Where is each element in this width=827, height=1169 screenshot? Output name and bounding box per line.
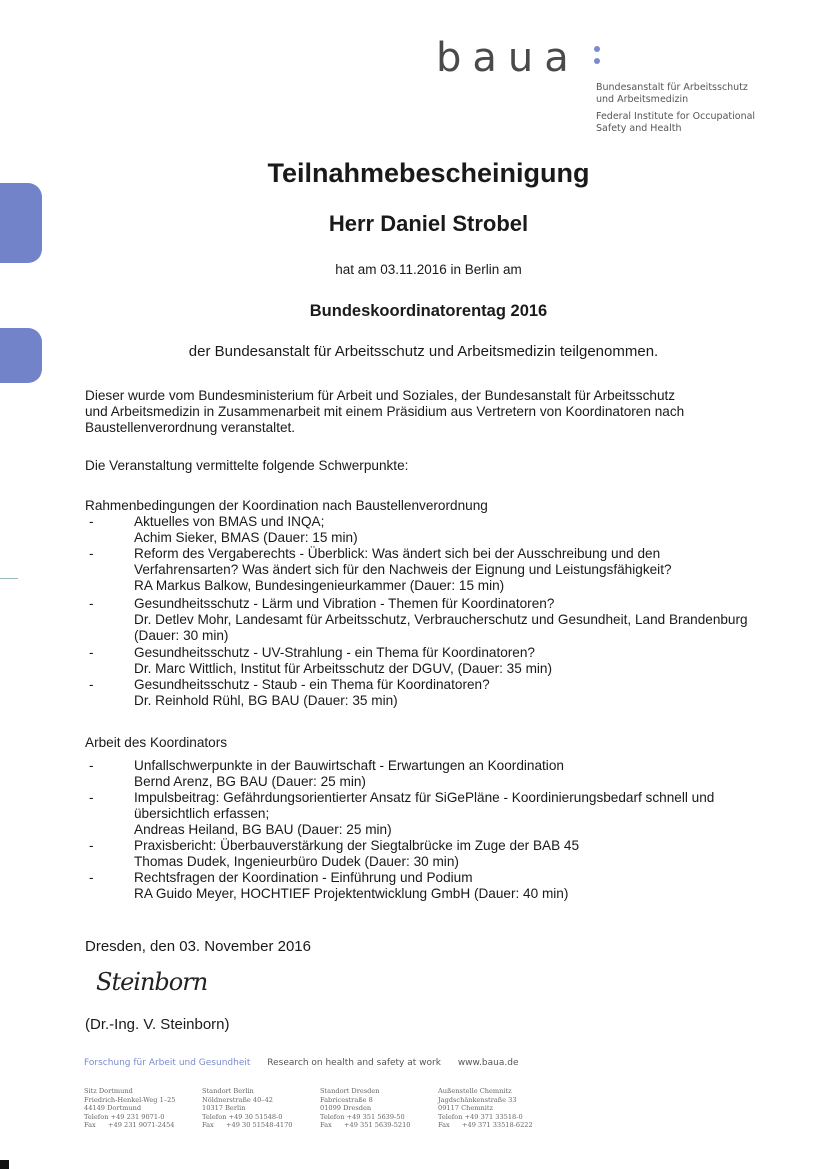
address-fax — [202, 1121, 292, 1130]
item-speaker: Dr. Reinhold Rühl, BG BAU (Dauer: 35 min) — [134, 693, 398, 708]
address-line: 10317 Berlin — [202, 1104, 246, 1112]
place-date: Dresden, den 03. November 2016 — [85, 938, 311, 955]
org-name-en-line2: Safety and Health — [596, 123, 682, 134]
section-title: Arbeit des Koordinators — [85, 735, 228, 750]
address-line: 09117 Chemnitz — [438, 1104, 493, 1112]
program-item — [85, 546, 785, 594]
scan-edge-mark — [0, 1160, 9, 1169]
fax-number: +49 30 51548-4170 — [226, 1121, 293, 1129]
program-item — [85, 596, 785, 644]
item-speaker: Bernd Arenz, BG BAU (Dauer: 25 min) — [134, 774, 366, 789]
address-chemnitz — [438, 1087, 533, 1130]
item-speaker: RA Markus Balkow, Bundesingenieurkammer (Dauer: 15 min) — [134, 578, 505, 593]
item-topic: Unfallschwerpunkte in der Bauwirtschaft - Erwartungen an Koordination — [134, 758, 564, 773]
org-name-de-line2: und Arbeitsmedizin — [596, 94, 689, 105]
slogan-en: Research on health and safety at work — [267, 1058, 441, 1068]
intro-paragraph — [85, 388, 775, 436]
address-line: Telefon +49 231 9071-0 — [84, 1112, 165, 1121]
item-speaker: RA Guido Meyer, HOCHTIEF Projektentwicklung GmbH (Dauer: 40 min) — [134, 886, 569, 901]
address-line: Außenstelle Chemnitz — [438, 1087, 512, 1095]
program-item — [85, 838, 785, 870]
signatory-name: (Dr.-Ing. V. Steinborn) — [85, 1016, 230, 1033]
fax-label: Fax — [438, 1121, 450, 1129]
address-line: Jagdschänkenstraße 33 — [438, 1095, 517, 1104]
attendance-line: hat am 03.11.2016 in Berlin am — [335, 262, 522, 277]
recipient-name: Herr Daniel Strobel — [328, 211, 529, 236]
item-topic: Reform des Vergaberechts - Überblick: Was ändert sich bei der Ausschreibung und den — [134, 546, 661, 561]
logo-colon-icon — [594, 46, 600, 70]
org-name-en-line1: Federal Institute for Occupational — [596, 111, 756, 122]
address-line: Telefon +49 371 33518-0 — [438, 1112, 523, 1121]
event-name: Bundeskoordinatorentag 2016 — [309, 302, 548, 320]
item-topic: Praxisbericht: Überbauverstärkung der Siegtalbrücke im Zuge der BAB 45 — [134, 838, 580, 853]
address-fax — [438, 1121, 533, 1130]
address-line: Telefon +49 30 51548-0 — [202, 1112, 283, 1121]
item-speaker: Achim Sieker, BMAS (Dauer: 15 min) — [134, 530, 358, 545]
program-item — [85, 677, 785, 709]
org-name-de-line1: Bundesanstalt für Arbeitsschutz — [596, 82, 748, 93]
bullet-dash: - — [89, 838, 94, 853]
item-duration: (Dauer: 30 min) — [134, 628, 229, 643]
address-fax — [84, 1121, 176, 1130]
bullet-dash: - — [89, 645, 94, 660]
item-speaker: Dr. Marc Wittlich, Institut für Arbeitsschutz der DGUV, (Dauer: 35 min) — [134, 661, 553, 676]
program-item — [85, 758, 785, 790]
focus-intro: Die Veranstaltung vermittelte folgende Schwerpunkte: — [85, 458, 409, 473]
item-topic: übersichtlich erfassen; — [134, 806, 270, 821]
address-dortmund — [84, 1087, 176, 1130]
address-line: Standort Dresden — [320, 1087, 380, 1095]
item-speaker: Dr. Detlev Mohr, Landesamt für Arbeitsschutz, Verbraucherschutz und Gesundheit, Land Brandenburg — [134, 612, 748, 627]
bullet-dash: - — [89, 677, 94, 692]
address-line: Nöldnerstraße 40–42 — [202, 1095, 273, 1104]
address-dresden — [320, 1087, 410, 1130]
address-line: Friedrich-Henkel-Weg 1–25 — [84, 1095, 176, 1104]
intro-line: und Arbeitsmedizin in Zusammenarbeit mit einem Präsidium aus Vertretern von Koordinatoren nach — [85, 404, 685, 419]
item-topic: Gesundheitsschutz - UV-Strahlung - ein Thema für Koordinatoren? — [134, 645, 535, 660]
host-line: der Bundesanstalt für Arbeitsschutz und Arbeitsmedizin teilgenommen. — [188, 343, 659, 360]
signature: Steinborn — [96, 968, 208, 996]
address-fax — [320, 1121, 410, 1130]
address-line: Telefon +49 351 5639-50 — [320, 1112, 405, 1121]
address-line: 01099 Dresden — [320, 1104, 372, 1112]
fax-number: +49 231 9071-2454 — [108, 1121, 175, 1129]
item-speaker: Andreas Heiland, BG BAU (Dauer: 25 min) — [134, 822, 392, 837]
bullet-dash: - — [89, 870, 94, 885]
footer-slogan — [84, 1058, 519, 1068]
address-line: Fabricestraße 8 — [320, 1095, 373, 1104]
item-topic: Gesundheitsschutz - Lärm und Vibration - Themen für Koordinatoren? — [134, 596, 555, 611]
item-speaker: Thomas Dudek, Ingenieurbüro Dudek (Dauer: 30 min) — [134, 854, 459, 869]
fax-label: Fax — [84, 1121, 96, 1129]
bullet-dash: - — [89, 790, 94, 805]
bullet-dash: - — [89, 596, 94, 611]
intro-line: Dieser wurde vom Bundesministerium für Arbeit und Soziales, der Bundesanstalt für Arbeitsschutz — [85, 388, 676, 403]
fold-mark — [0, 578, 18, 579]
item-topic: Aktuelles von BMAS und INQA; — [134, 514, 325, 529]
fax-label: Fax — [320, 1121, 332, 1129]
section-title: Rahmenbedingungen der Koordination nach Baustellenverordnung — [85, 498, 488, 513]
program-item — [85, 645, 785, 677]
title-block — [15, 158, 827, 189]
slogan-de: Forschung für Arbeit und Gesundheit — [84, 1058, 251, 1068]
address-line: Sitz Dortmund — [84, 1087, 133, 1095]
address-line: 44149 Dortmund — [84, 1104, 142, 1112]
item-topic: Impulsbeitrag: Gefährdungsorientierter Ansatz für SiGePläne - Koordinierungsbedarf schnell und — [134, 790, 715, 805]
intro-line: Baustellenverordnung veranstaltet. — [85, 420, 296, 435]
fax-number: +49 351 5639-5210 — [344, 1121, 411, 1129]
bullet-dash: - — [89, 758, 94, 773]
bullet-dash: - — [89, 514, 94, 529]
website-link[interactable]: www.baua.de — [457, 1058, 519, 1068]
bullet-dash: - — [89, 546, 94, 561]
item-topic: Gesundheitsschutz - Staub - ein Thema für Koordinatoren? — [134, 677, 490, 692]
fax-number: +49 371 33518-6222 — [462, 1121, 533, 1129]
item-topic: Rechtsfragen der Koordination - Einführung und Podium — [134, 870, 473, 885]
baua-logo: baua — [436, 35, 580, 81]
org-name-en — [596, 111, 755, 135]
program-item — [85, 514, 785, 546]
program-item — [85, 870, 785, 902]
fax-label: Fax — [202, 1121, 214, 1129]
program-item — [85, 790, 785, 838]
address-berlin — [202, 1087, 292, 1130]
item-topic: Verfahrensarten? Was ändert sich für den Nachweis der Eignung und Leistungsfähigkeit? — [134, 562, 672, 577]
document-title: Teilnahmebescheinigung — [267, 158, 590, 188]
address-line: Standort Berlin — [202, 1087, 254, 1095]
org-name-de — [596, 82, 748, 106]
